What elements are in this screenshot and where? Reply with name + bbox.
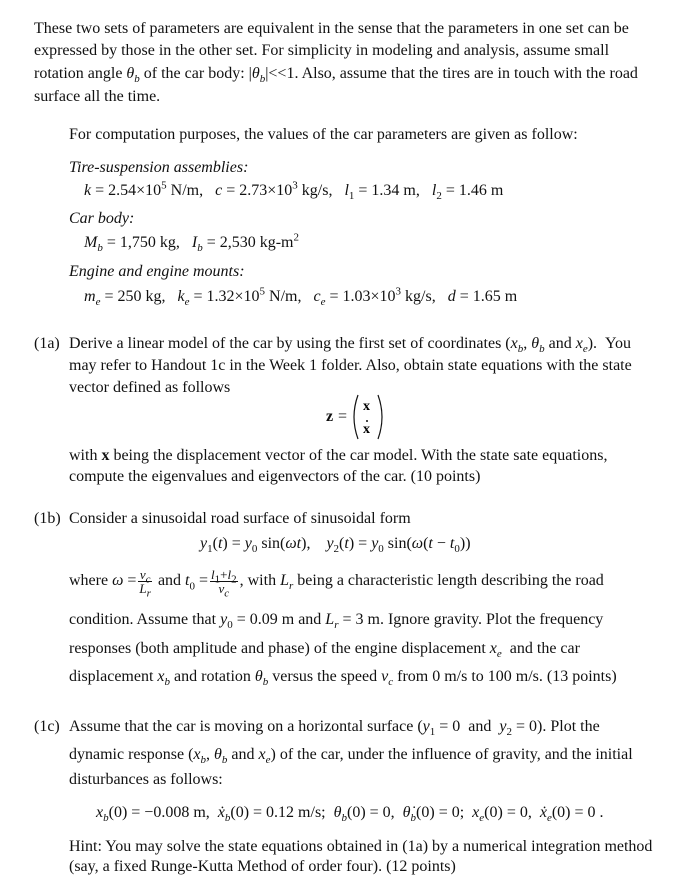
body-heading: Car body: [69, 210, 135, 227]
tire-heading: Tire-suspension assemblies: [69, 159, 249, 176]
q1c-line-1: Assume that the car is moving on a horizontal surface ($y_1 = 0$ and $y_2 = 0$). Plot the [69, 718, 600, 739]
intro-line-4: surface all the time. [34, 88, 161, 105]
q1a-line-4: with x being the displacement vector of the car model. With the state sate equations, [69, 447, 608, 464]
svg-text:x: x [363, 399, 370, 414]
q1a-label: (1a) [34, 335, 60, 352]
q1b-line-2: where ω = $\frac{v_c}{L_r}$ and $t_0$ = $\frac{l_1+l_2}{v_c}$ , with $L_r$ being a characteristic length describing the road [69, 567, 604, 600]
svg-text:x: x [363, 422, 370, 437]
params-lead: For computation purposes, the values of the car parameters are given as follow: [69, 126, 578, 143]
engine-values: $m_e = 250$ kg, $k_e = 1.32\times 10^5$ N/m, $c_e = 1.03\times 10^3$ kg/s, d = 1.65 m [84, 285, 518, 309]
q1b-line-3: condition. Assume that $y_0 = 0.09$ m and $L_r = 3$ m. Ignore gravity. Plot the frequency [69, 611, 604, 632]
q1b-line-1: Consider a sinusoidal road surface of sinusoidal form [69, 510, 411, 527]
intro-line-3: rotation angle $\theta_b$ of the car body: $|\theta_b|<<1$. Also, assume that the tires are in touch with the road [34, 65, 638, 86]
q1b-label: (1b) [34, 510, 61, 527]
q1b-line-4: responses (both amplitude and phase) of the engine displacement $x_e$ and the car [69, 640, 580, 661]
q1c-initial-conditions: $x_b(0) = -0.008$ m, ẋ$_b$(0) = 0.12 m/s; $\theta_b(0) = 0$, $\thetȧ_b(0) = 0$; $x_e(0) = 0$, ẋ$_e$(0) = 0 . [96, 804, 604, 825]
q1a-line-3: vector defined as follows [69, 379, 231, 396]
q1a-line-2: may refer to Handout 1c in the Week 1 folder. Also, obtain state equations with the state [69, 357, 632, 374]
q1a-line-1: Derive a linear model of the car by using the first set of coordinates ($x_b$, $\theta_b$ and $x_e$). You [69, 335, 631, 356]
body-values: $M_b = 1,750$ kg, $I_b = 2,530$ $kg-m^2$ [84, 231, 299, 255]
q1b-eq-road: $y_1(t) = y_0$ sin(ωt), $y_2(t) = y_0$ $\sin(\omega(t - t_0))$ [200, 535, 471, 556]
q1c-label: (1c) [34, 718, 60, 735]
q1c-line-2: dynamic response ($x_b$, $\theta_b$ and $x_e$) of the car, under the influence of gravity, and the initial [69, 746, 633, 767]
q1c-hint-1: Hint: You may solve the state equations obtained in (1a) by a numerical integration method [69, 838, 653, 855]
engine-heading: Engine and engine mounts: [69, 263, 245, 280]
paren-vector-icon [350, 393, 390, 441]
intro-line-2: expressed by those in the other set. For simplicity in modeling and analysis, assume small [34, 42, 610, 59]
q1c-hint-2: (say, a fixed Runge-Kutta Method of order four). (12 points) [69, 858, 456, 875]
tire-values: $k = 2.54\times 10^5$ N/m, $c = 2.73\times 10^3$ kg/s, $l_1 = 1.34$ m, $l_2 = 1.46$ m [84, 179, 504, 203]
q1c-line-3: disturbances as follows: [69, 771, 223, 788]
state-vector-equation: z = x x [326, 393, 386, 441]
q1b-line-5: displacement $x_b$ and rotation $\theta_b$ versus the speed $v_c$ from 0 m/s to 100 m/s. (13 points) [69, 668, 617, 689]
q1a-line-5: compute the eigenvalues and eigenvectors of the car. (10 points) [69, 468, 481, 485]
intro-line-1: These two sets of parameters are equivalent in the sense that the parameters in one set can be [34, 20, 629, 37]
